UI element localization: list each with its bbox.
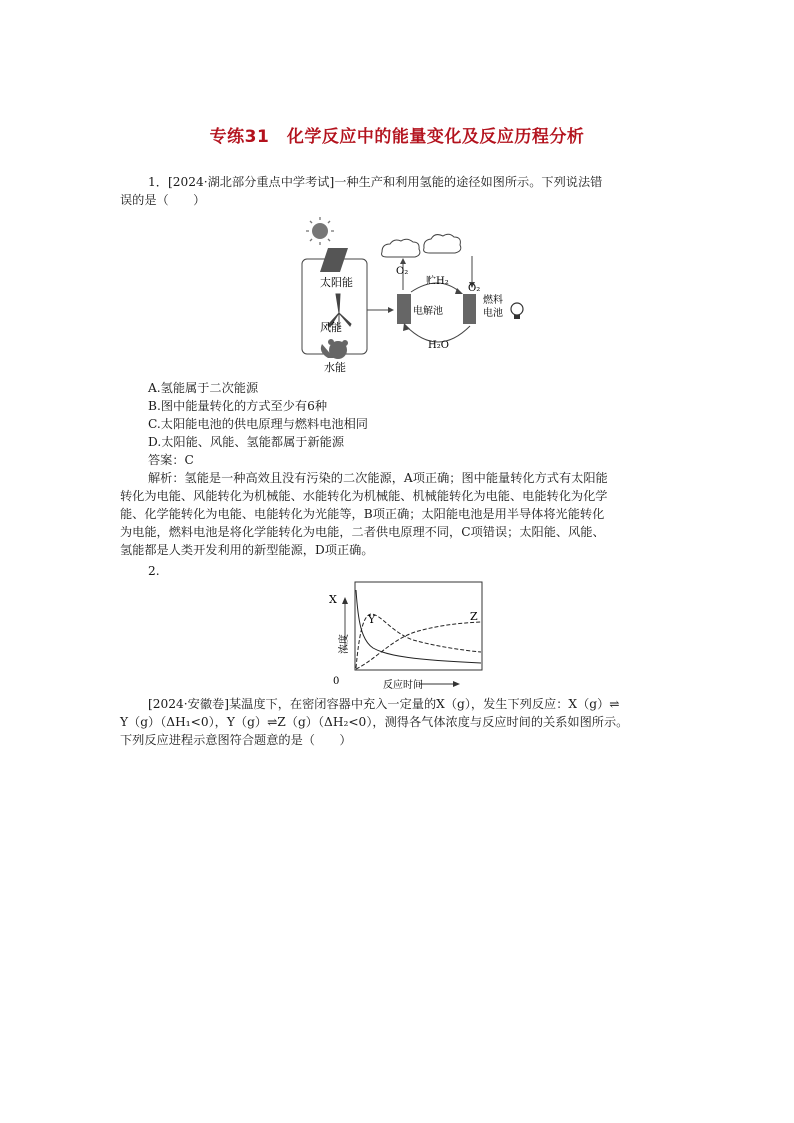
x-axis-arrowhead <box>453 681 460 687</box>
q1-option-d: D.太阳能、风能、氢能都属于新能源 <box>148 435 345 449</box>
q1-analysis-3: 能、化学能转化为电能、电能转化为光能等，B项正确；太阳能电池是用半导体将光能转化 <box>120 507 605 521</box>
q1-answer: 答案：C <box>148 453 194 467</box>
electrolysis-label: 电解池 <box>413 306 443 317</box>
y-axis-label: 浓度 <box>339 634 350 654</box>
water-label: 水能 <box>324 361 346 374</box>
curve-z-label: Z <box>470 610 478 623</box>
o2-right-label: O₂ <box>468 283 481 294</box>
q1-stem-line1: 1．[2024·湖北部分重点中学考试]一种生产和利用氢能的途径如图所示。下列说法错 <box>148 175 603 189</box>
fuel-cell <box>463 294 476 324</box>
q1-option-a: A.氢能属于二次能源 <box>148 381 259 395</box>
curve-x-label: X <box>329 593 337 606</box>
solar-panel-icon <box>320 248 348 272</box>
q1-analysis-4: 为电能，燃料电池是将化学能转化为电能，二者供电原理不同，C项错误；太阳能、风能、 <box>120 525 605 539</box>
h2o-label: H₂O <box>428 340 449 351</box>
q2-stem-1: [2024·安徽卷]某温度下，在密闭容器中充入一定量的X（g），发生下列反应：X（g）⇌ <box>148 697 620 711</box>
q1-option-b: B.图中能量转化的方式至少有6种 <box>148 399 328 413</box>
cloud-left-icon <box>382 239 420 257</box>
q1-analysis-5: 氢能都是人类开发利用的新型能源，D项正确。 <box>120 543 374 557</box>
h2o-arrowhead <box>403 323 410 331</box>
q2-stem-3: 下列反应进程示意图符合题意的是（ ） <box>120 733 352 747</box>
sun-icon <box>306 217 334 245</box>
q2-stem-2: Y（g）（ΔH₁<0），Y（g）⇌Z（g）（ΔH₂<0），测得各气体浓度与反应时间的关系如图所示。 <box>120 715 629 729</box>
energy-source-box <box>302 259 367 354</box>
cloud-right-icon <box>424 234 461 253</box>
solar-label: 太阳能 <box>320 276 353 289</box>
concentration-time-graph <box>325 580 490 690</box>
y-axis-arrowhead <box>342 597 348 604</box>
q1-stem-line2: 误的是（ ） <box>120 193 206 207</box>
x-axis-label: 反应时间 <box>383 680 423 690</box>
water-wheel-icon <box>321 339 348 359</box>
q1-analysis-2: 转化为电能、风能转化为机械能、水能转化为机械能、机械能转化为电能、电能转化为化学 <box>120 489 608 503</box>
light-bulb-icon <box>511 303 523 319</box>
q1-option-c: C.太阳能电池的供电原理与燃料电池相同 <box>148 417 368 431</box>
o2-left-arrowhead <box>400 258 406 264</box>
page-title: 专练31 化学反应中的能量变化及反应历程分析 <box>209 127 585 147</box>
wind-label: 风能 <box>320 321 342 334</box>
hydrogen-energy-diagram <box>290 212 530 382</box>
o2-left-label: O₂ <box>396 266 409 277</box>
graph-frame <box>355 582 482 670</box>
fuel-cell-label-1: 燃料 <box>483 295 503 306</box>
q2-number: 2. <box>148 564 160 578</box>
fuel-cell-label-2: 电池 <box>483 308 503 319</box>
h2-storage-label: 贮H₂ <box>426 276 449 287</box>
origin-label: 0 <box>333 676 340 687</box>
q1-analysis-1: 解析：氢能是一种高效且没有污染的二次能源，A项正确；图中能量转化方式有太阳能 <box>148 471 608 485</box>
electrolysis-cell <box>397 294 411 324</box>
flow-arrowhead <box>388 307 394 313</box>
curve-y-label: Y <box>368 613 376 626</box>
curve-x <box>356 590 481 663</box>
